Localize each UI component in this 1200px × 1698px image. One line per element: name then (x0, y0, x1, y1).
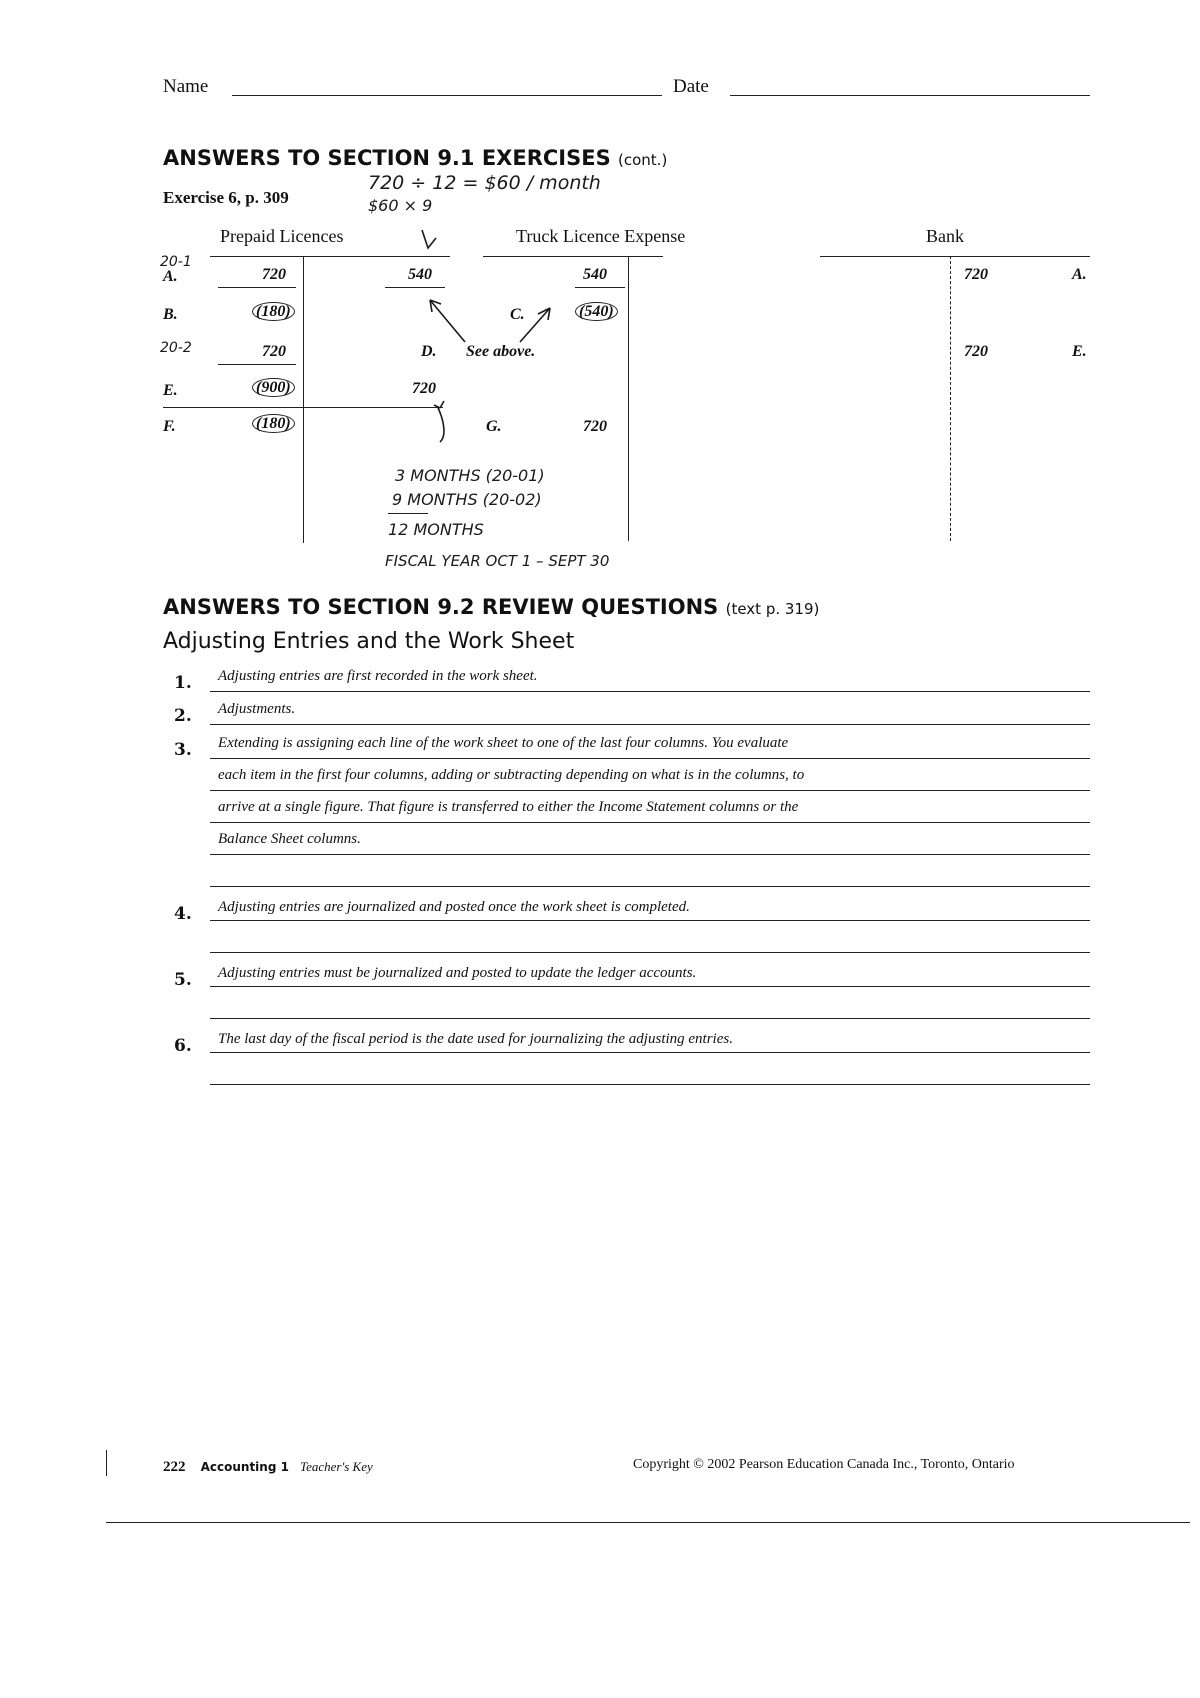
section-9-1-title-suffix: (cont.) (618, 151, 668, 169)
prepaid-row-e-credit: 720 (412, 380, 436, 397)
handwritten-note-12-months: 12 MONTHS (388, 520, 484, 539)
section-9-1-title (163, 146, 667, 170)
year-note-20-2: 20-2 (160, 340, 192, 356)
answer-3-line-2: each item in the first four columns, adding or subtracting depending on what is in the columns, to (218, 767, 805, 783)
answer-line (210, 886, 1090, 887)
section-9-2-title-text: ANSWERS TO SECTION 9.2 REVIEW QUESTIONS (163, 595, 719, 619)
bank-t-stem (950, 256, 951, 541)
copyright-notice: Copyright © 2002 Pearson Education Canada Inc., Toronto, Ontario (633, 1457, 1015, 1472)
circled-value: (900) (252, 378, 295, 397)
handwritten-calc-2: $60 × 9 (368, 196, 433, 215)
answer-3-line-3: arrive at a single figure. That figure is transferred to either the Income Statement columns or the (218, 799, 799, 815)
answer-3-line-1: Extending is assigning each line of the work sheet to one of the last four columns. You evaluate (218, 735, 789, 751)
truck-licence-expense-heading: Truck Licence Expense (516, 226, 686, 246)
answer-line (210, 1084, 1090, 1085)
bottom-edge-line (106, 1522, 1190, 1523)
name-label: Name (163, 76, 209, 97)
answer-line (210, 724, 1090, 725)
answer-number-5: 5. (174, 970, 192, 990)
section-9-1-title-text: ANSWERS TO SECTION 9.1 EXERCISES (163, 146, 611, 170)
prepaid-see-above: See above. (466, 343, 536, 360)
bank-row-e-label: E. (1072, 343, 1087, 360)
date-label: Date (673, 76, 709, 97)
prepaid-row-f-debit (252, 415, 295, 433)
prepaid-row-c-debit: 720 (262, 343, 286, 360)
answer-4-line-1: Adjusting entries are journalized and posted once the work sheet is completed. (218, 899, 690, 915)
answer-line (210, 854, 1090, 855)
name-field-line[interactable] (232, 95, 662, 96)
footer-left-mark (106, 1450, 107, 1476)
answer-number-3: 3. (174, 740, 192, 760)
footer-left (163, 1456, 373, 1476)
truck-row-c-label: C. (510, 306, 525, 323)
circled-value: (180) (252, 302, 295, 321)
answer-line (210, 790, 1090, 791)
answer-6-line-1: The last day of the fiscal period is the date used for journalizing the adjusting entries. (218, 1031, 733, 1047)
answer-number-6: 6. (174, 1036, 192, 1056)
year-note-20-1: 20-1 (160, 254, 192, 270)
truck-row-g-label: G. (486, 418, 502, 435)
exercise-label: Exercise 6, p. 309 (163, 188, 289, 207)
truck-row-1-debit: 540 (583, 266, 607, 283)
handwritten-note-fiscal-year: FISCAL YEAR OCT 1 – SEPT 30 (385, 552, 610, 570)
prepaid-t-stem (303, 256, 304, 543)
prepaid-row-a-label: A. (163, 268, 178, 285)
answer-number-1: 1. (174, 673, 192, 693)
section-9-2-subtitle: Adjusting Entries and the Work Sheet (163, 629, 575, 654)
answer-3-line-4: Balance Sheet columns. (218, 831, 361, 847)
brace-arrow (434, 401, 444, 442)
bank-row-a-label: A. (1072, 266, 1087, 283)
answer-1-line-1: Adjusting entries are first recorded in the work sheet. (218, 668, 538, 684)
book-title: Accounting 1 (200, 1460, 289, 1474)
answer-line (210, 952, 1090, 953)
answer-line (210, 920, 1090, 921)
prepaid-d-label: D. (421, 343, 437, 360)
prepaid-row-a-underline (218, 287, 296, 288)
truck-row-g-debit: 720 (583, 418, 607, 435)
prepaid-licences-heading: Prepaid Licences (220, 226, 344, 246)
handwritten-note-9-months: 9 MONTHS (20-02) (392, 490, 542, 509)
bank-row-e-credit: 720 (964, 343, 988, 360)
prepaid-row-a-debit: 720 (262, 266, 286, 283)
section-9-2-title (163, 595, 819, 619)
date-field-line[interactable] (730, 95, 1090, 96)
bank-heading: Bank (926, 226, 964, 246)
page-number: 222 (163, 1459, 186, 1475)
answer-line (210, 1052, 1090, 1053)
handwritten-sum-line (388, 513, 428, 514)
prepaid-row-e-label: E. (163, 382, 178, 399)
bank-t-top (820, 256, 1090, 257)
answer-line (210, 822, 1090, 823)
prepaid-row-e-debit (252, 379, 295, 397)
handwritten-note-3-months: 3 MONTHS (20-01) (395, 466, 545, 485)
handwritten-arrows (400, 230, 640, 460)
circled-value: (180) (252, 414, 295, 433)
arrow-to-540 (430, 300, 465, 342)
section-9-2-title-suffix: (text p. 319) (725, 600, 820, 618)
answer-2-line-1: Adjustments. (218, 701, 296, 717)
bank-row-a-credit: 720 (964, 266, 988, 283)
circled-value: (540) (575, 302, 618, 321)
prepaid-row-c-underline (218, 364, 296, 365)
check-arrow (422, 230, 436, 248)
prepaid-row-b-debit (252, 303, 295, 321)
prepaid-row-a-credit: 540 (408, 266, 432, 283)
answer-line (210, 691, 1090, 692)
book-subtitle: Teacher's Key (300, 1459, 373, 1474)
answer-line (210, 1018, 1090, 1019)
handwritten-calc-1: 720 ÷ 12 = $60 / month (368, 172, 601, 194)
answer-number-2: 2. (174, 706, 192, 726)
prepaid-row-b-label: B. (163, 306, 178, 323)
prepaid-row-f-label: F. (163, 418, 176, 435)
answer-line (210, 986, 1090, 987)
arrow-to-c (520, 308, 550, 342)
answer-line (210, 758, 1090, 759)
answer-number-4: 4. (174, 904, 192, 924)
answer-5-line-1: Adjusting entries must be journalized and posted to update the ledger accounts. (218, 965, 697, 981)
